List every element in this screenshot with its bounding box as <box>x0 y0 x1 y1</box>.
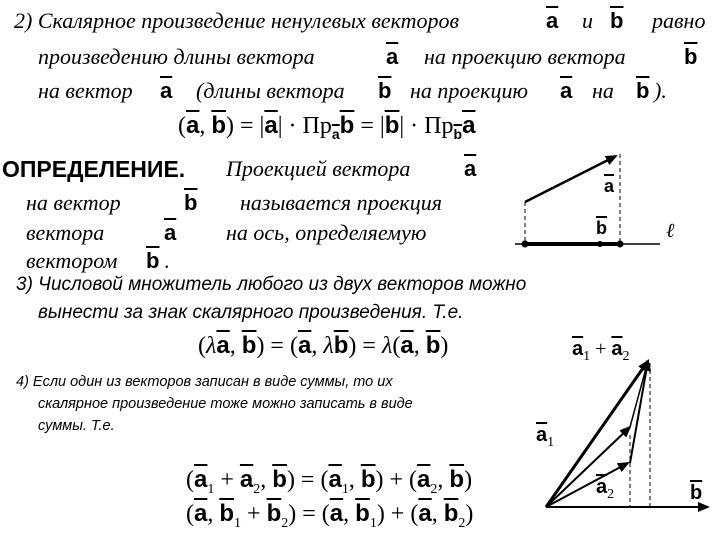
definition-vec-a: $\overline{a}$ <box>464 156 477 181</box>
projection-formula: ($\overline{a}$, $\overline{b}) = |\overline{a}| \cdot Пр_{\overline{a}}\overline{b} = |\overline{b}| \cdot Пр_{\overline{b}}\overline{a}$ <box>178 112 476 142</box>
definition-heading: ОПРЕДЕЛЕНИЕ. <box>2 156 186 182</box>
section2-vec-b3: $\overline{b}$ <box>378 78 392 103</box>
definition-vec-a2: $\overline{a}$ <box>164 220 177 245</box>
section2-line1: 2) Скалярное произведение ненулевых векторов <box>14 8 460 33</box>
section4-line1: 4) Если один из векторов записан в виде суммы, то их <box>16 374 393 390</box>
section4-line3: суммы. Т.е. <box>38 418 115 434</box>
section2-and: и <box>582 8 593 33</box>
section2-vec-b4: $\overline{b}$ <box>636 78 650 103</box>
projection-diagram <box>500 150 700 270</box>
definition-line3b: на ось, определяемую <box>226 220 427 245</box>
section2-line2a: произведению длины вектора <box>38 44 315 69</box>
section2-equals: равно <box>652 8 706 33</box>
definition-line4b: . <box>164 248 170 273</box>
section3-line2: вынести за знак скалярного произведения. Т.е. <box>38 302 464 323</box>
section3-line1: 3) Числовой множитель любого из двух векторов можно <box>16 274 527 295</box>
section2-line3e: ). <box>654 78 667 103</box>
section2-vec-a: $\overline{a}$ <box>546 8 559 33</box>
section2-line3b: (длины вектора <box>196 78 345 103</box>
section2-line3a: на вектор <box>38 78 133 103</box>
diagram1-label-a: $\overline{a}$ <box>604 176 615 196</box>
section2-line3d: на <box>592 78 614 103</box>
vector-a2-arrow <box>546 463 628 507</box>
axis-point <box>597 241 603 247</box>
section2-line2b: на проекцию вектора <box>424 44 626 69</box>
diagram2-label-sum: $\overline{a}_1 + \overline{a}_2$ <box>572 338 630 364</box>
definition-line1: Проекцией вектора <box>226 156 411 181</box>
definition-vec-b2: $\overline{b}$ <box>146 248 160 273</box>
definition-line4a: вектором <box>26 248 118 273</box>
section2-vec-a4: $\overline{a}$ <box>560 78 573 103</box>
sum-formula-2: ($\overline{a}$, $\overline{b}_1 + \overline{b}_2) = (\overline{a}$, $\overline{b}_1) + (\overline{a}$, $\overline{b}_2$) <box>186 500 474 531</box>
diagram2-label-b: $\overline{b}$ <box>690 482 703 504</box>
definition-line3a: вектора <box>26 220 105 245</box>
section2-vec-b2: $\overline{b}$ <box>684 44 698 69</box>
section4-line2: скалярное произведение тоже можно записать в виде <box>38 396 413 412</box>
diagram2-label-a2: $\overline{a}_2$ <box>596 476 615 502</box>
vector-a1-arrow <box>546 427 630 507</box>
section2-vec-b: $\overline{b}$ <box>610 8 624 33</box>
projection-point-end <box>617 241 624 248</box>
diagram1-axis-label: ℓ <box>666 220 675 242</box>
vector-sum-diagram <box>530 345 710 535</box>
section2-vec-a2: $\overline{a}$ <box>386 44 399 69</box>
section2-line3c: на проекцию <box>410 78 528 103</box>
vector-a-arrow <box>525 156 616 202</box>
definition-line2a: на вектор <box>26 190 121 215</box>
sum-formula-1: ($\overline{a}_1 + \overline{a}_2$, $\overline{b}) = (\overline{a}_1$, $\overline{b}) + (\overline{a}_2$, $\overline{b}$) <box>186 466 473 497</box>
section2-vec-a3: $\overline{a}$ <box>160 78 173 103</box>
definition-vec-b: $\overline{b}$ <box>184 190 198 215</box>
projection-point-start <box>522 241 529 248</box>
scalar-multiple-formula: ($\lambda\overline{a}$, $\overline{b}) = (\overline{a}$, $\lambda\overline{b}) = \lambda(\overline{a}$, $\overline{b}$) <box>198 332 449 359</box>
definition-line2b: называется проекция <box>240 190 442 215</box>
diagram2-label-a1: $\overline{a}_1$ <box>536 424 555 450</box>
diagram1-label-b: $\overline{b}$ <box>596 218 607 238</box>
